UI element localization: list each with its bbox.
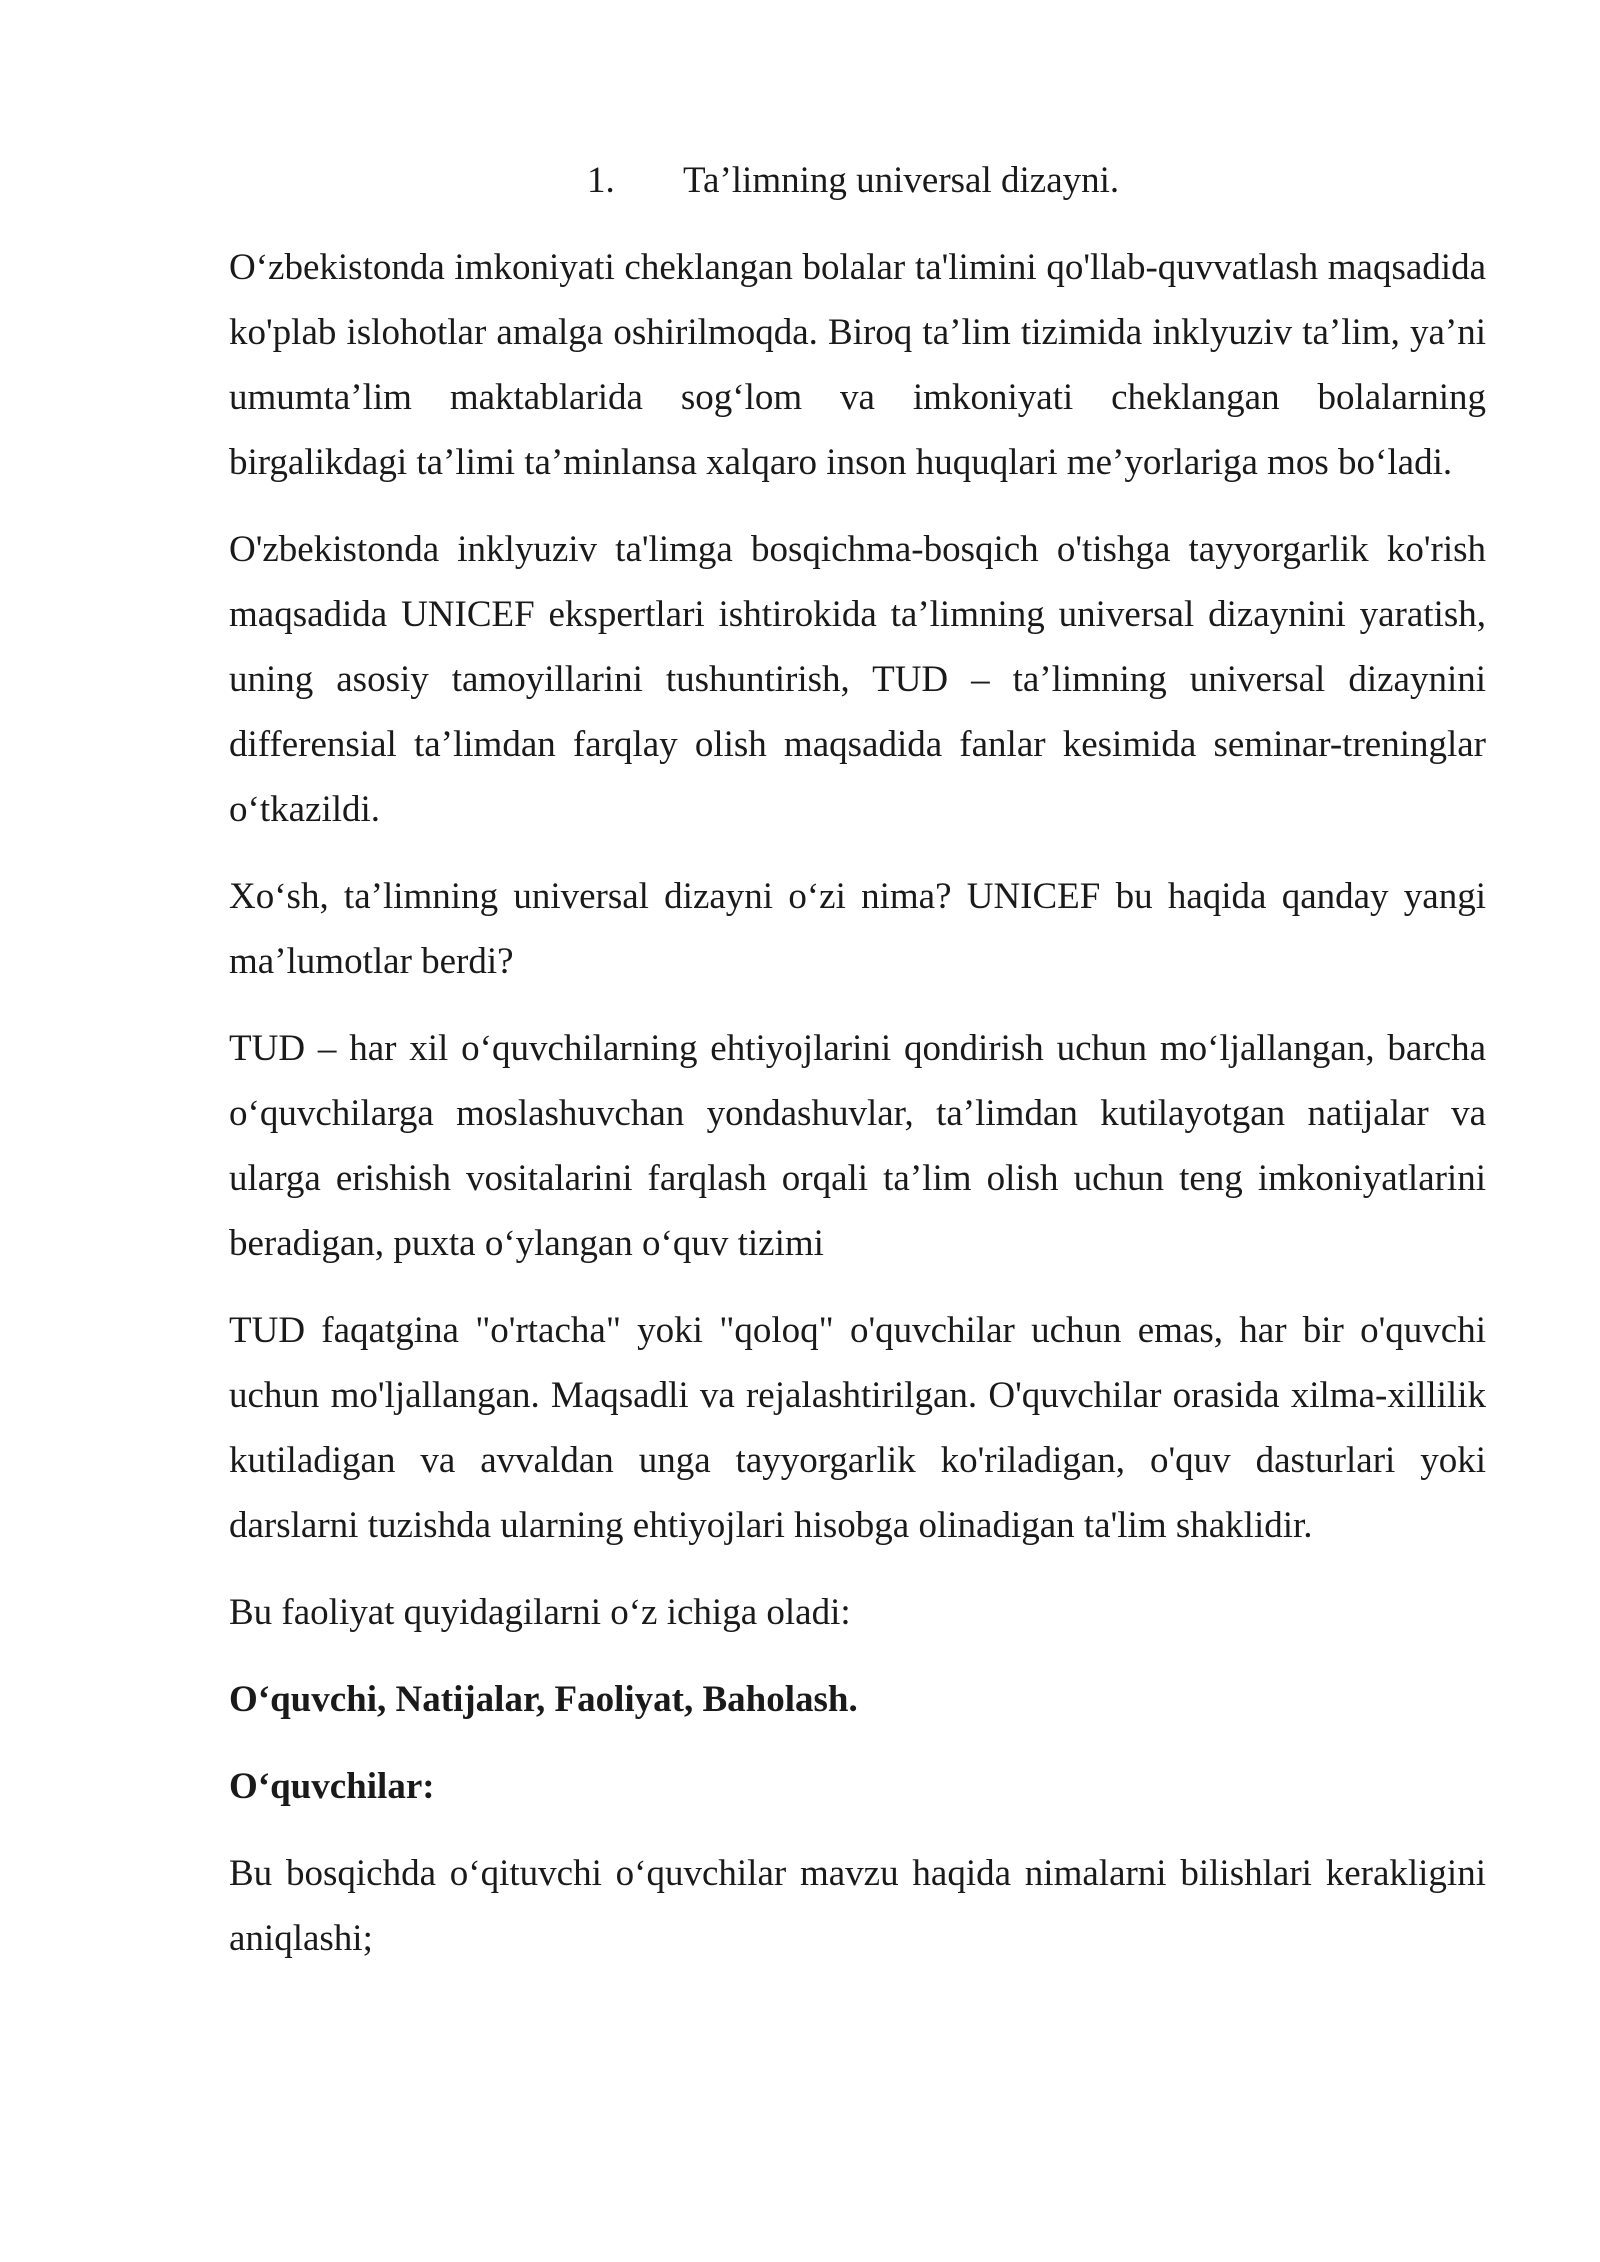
- section-heading: [587, 148, 1486, 213]
- paragraph-reforms: O‘zbekistonda imkoniyati cheklangan bolalar ta'limini qo'llab-quvvatlash maqsadida ko'plab islohotlar amalga oshirilmoqda. Biroq ta’lim tizimida inklyuziv ta’lim, ya’ni umumta’lim maktablarida sog‘lom va imkoniyati cheklangan bolalarning birgalikdagi ta’limi ta’minlansa xalqaro inson huquqlari me’yorlariga mos bo‘ladi.: [229, 247, 1486, 483]
- paragraph-tud-purpose: TUD faqatgina "o'rtacha" yoki "qoloq" o'quvchilar uchun emas, har bir o'quvchi uchun mo'ljallangan. Maqsadli va rejalashtirilgan. O'quvchilar orasida xilma-xillilik kutiladigan va avvaldan unga tayyorgarlik ko'riladigan, o'quv dasturlari yoki darslarni tuzishda ularning ehtiyojlari hisobga olinadigan ta'lim shaklidir.: [229, 1310, 1486, 1546]
- section-number: 1.: [587, 160, 615, 201]
- bold-components-line: O‘quvchi, Natijalar, Faoliyat, Baholash.: [229, 1679, 858, 1720]
- bold-students-heading: O‘quvchilar:: [229, 1766, 435, 1807]
- paragraph-includes: Bu faoliyat quyidagilarni o‘z ichiga oladi:: [229, 1592, 851, 1633]
- paragraph-teacher-stage: Bu bosqichda o‘qituvchi o‘quvchilar mavzu haqida nimalarni bilishlari kerakligini aniqlashi;: [229, 1853, 1486, 1959]
- paragraph-unicef-seminars: O'zbekistonda inklyuziv ta'limga bosqichma-bosqich o'tishga tayyorgarlik ko'rish maqsadida UNICEF ekspertlari ishtirokida ta’limning universal dizaynini yaratish, uning asosiy tamoyillarini tushuntirish, TUD – ta’limning universal dizaynini differensial ta’limdan farqlay olish maqsadida fanlar kesimida seminar-treninglar o‘tkazildi.: [229, 529, 1486, 830]
- section-title: Ta’limning universal dizayni.: [683, 160, 1120, 201]
- document-page: [229, 148, 1486, 1993]
- paragraph-question: Xo‘sh, ta’limning universal dizayni o‘zi nima? UNICEF bu haqida qanday yangi ma’lumotlar berdi?: [229, 876, 1486, 982]
- paragraph-tud-definition: TUD – har xil o‘quvchilarning ehtiyojlarini qondirish uchun mo‘ljallangan, barcha o‘quvchilarga moslashuvchan yondashuvlar, ta’limdan kutilayotgan natijalar va ularga erishish vositalarini farqlash orqali ta’lim olish uchun teng imkoniyatlarini beradigan, puxta o‘ylangan o‘quv tizimi: [229, 1028, 1486, 1264]
